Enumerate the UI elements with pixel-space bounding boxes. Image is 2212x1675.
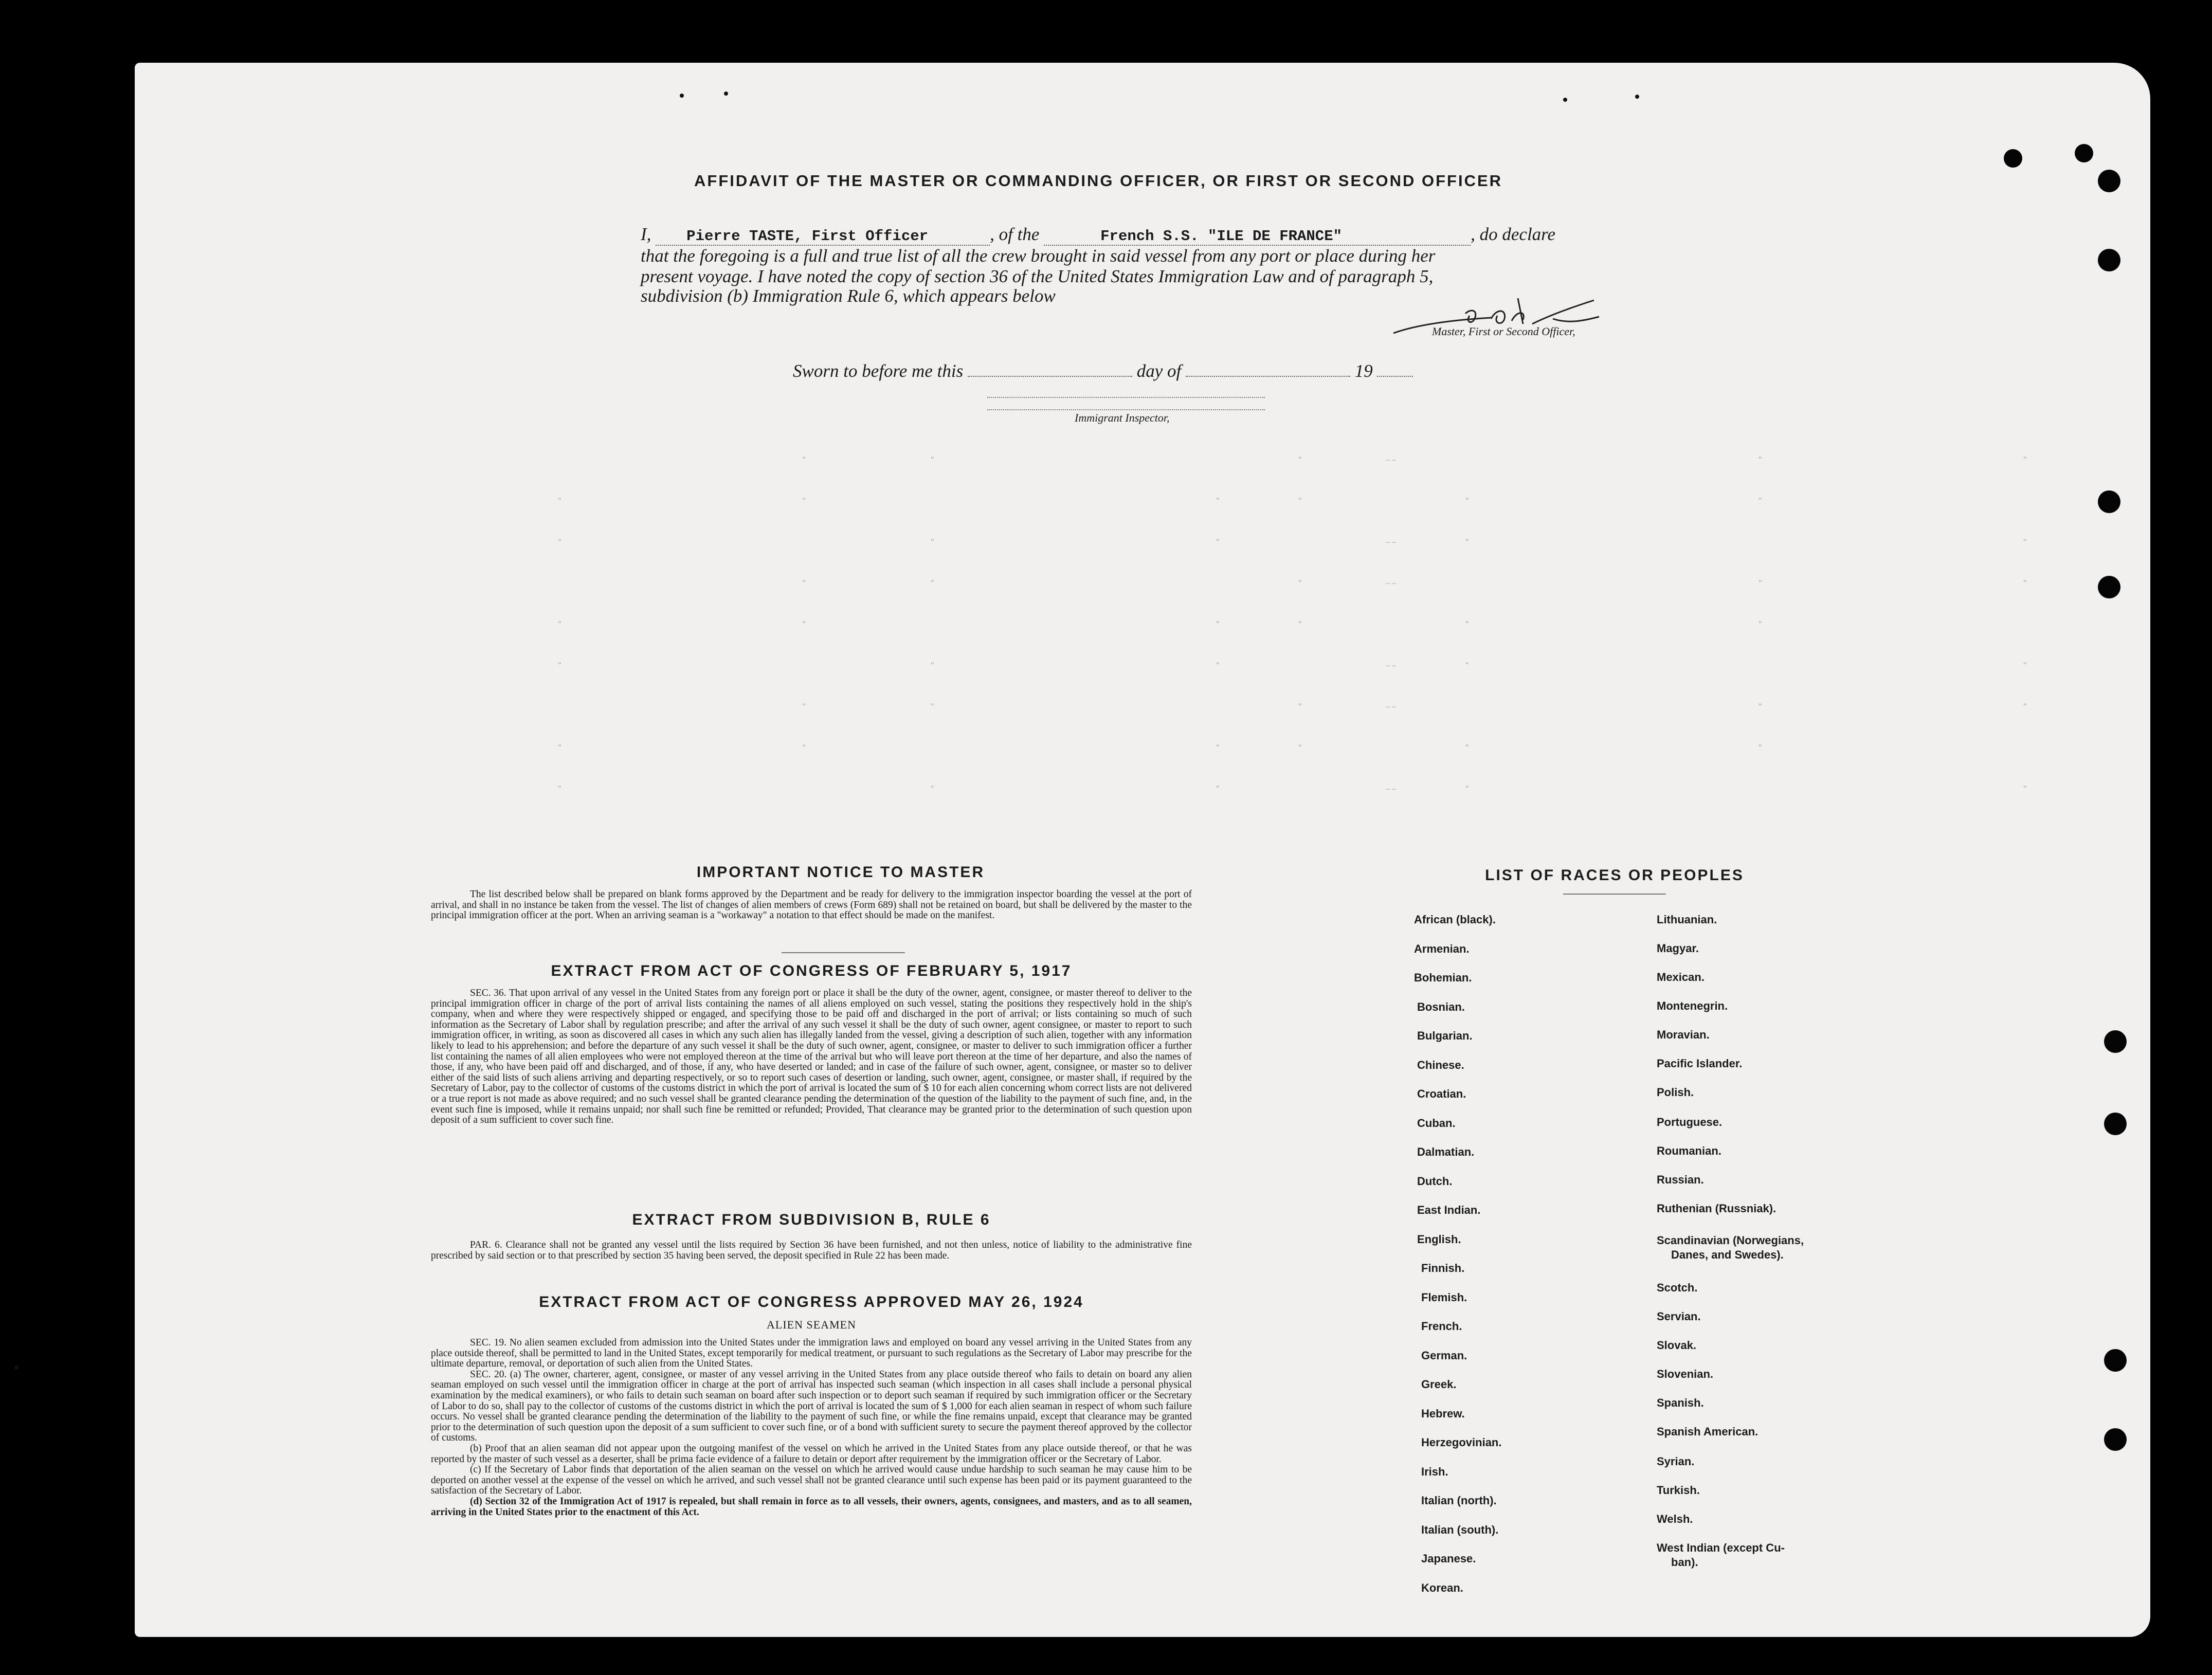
faint-mark: " <box>802 579 806 588</box>
faint-mark: " <box>1465 743 1469 752</box>
race-item: Bulgarian. <box>1417 1029 1473 1042</box>
extract-1924-paragraph: (c) If the Secretary of Labor finds that deportation of the alien seaman on the vessel on which he arrived would cause undue hardship to such seaman he may cause him to be deported on another vessel at the expense of the vessel on which he arrived, and such vessel shall not be granted clearance until such expense has been paid or its payment guaranteed to the satisfaction of the Secretary of Labor. <box>431 1464 1192 1497</box>
faint-mark: " <box>558 661 561 670</box>
faint-mark: " <box>1758 620 1762 629</box>
faint-mark: – – <box>1386 456 1396 464</box>
vessel-name: French S.S. "ILE DE FRANCE" <box>1100 228 1343 245</box>
speck <box>1635 95 1639 99</box>
race-item: Polish. <box>1657 1086 1694 1099</box>
race-item: Slovak. <box>1657 1339 1697 1352</box>
day-of-label: day of <box>1136 361 1182 381</box>
punch-hole <box>2004 149 2022 168</box>
faint-mark: " <box>1758 456 1762 464</box>
race-item: Turkish. <box>1657 1484 1700 1497</box>
extract-1924-paragraph: (b) Proof that an alien seaman did not appear upon the outgoing manifest of the vessel on which he arrived in the United States from any place outside thereof, or that he was reported by the master of such vessel as a deserter, shall be prima facie evidence of a failure to detain or deport after requirement by the immigration officer or the Secretary of Labor. <box>431 1443 1192 1465</box>
faint-mark: " <box>1465 785 1469 793</box>
faint-mark: " <box>1298 702 1302 711</box>
year-field <box>1377 376 1413 377</box>
faint-mark: " <box>1216 620 1220 629</box>
faint-mark: " <box>1465 620 1469 629</box>
race-item: Slovenian. <box>1657 1368 1714 1380</box>
race-item: Syrian. <box>1657 1455 1695 1468</box>
faint-mark: " <box>802 620 806 629</box>
race-item: Italian (south). <box>1421 1523 1499 1536</box>
faint-mark: " <box>931 538 934 547</box>
race-item: English. <box>1417 1233 1461 1246</box>
extract-1924-subtitle: ALIEN SEAMEN <box>767 1318 856 1331</box>
faint-mark: " <box>2023 579 2027 588</box>
faint-mark: " <box>1465 497 1469 505</box>
month-field <box>1186 376 1350 377</box>
affidavit-line-4: subdivision (b) Immigration Rule 6, which appears below <box>641 286 1056 306</box>
punch-hole <box>2104 1030 2127 1053</box>
extract-1917-title: EXTRACT FROM ACT OF CONGRESS OF FEBRUARY 5, 1917 <box>551 962 1072 979</box>
race-item: Bohemian. <box>1414 971 1472 984</box>
faint-mark: " <box>802 497 806 505</box>
faint-mark: " <box>1758 497 1762 505</box>
race-item: Italian (north). <box>1421 1494 1497 1507</box>
race-item: Scandinavian (Norwegians, <box>1657 1234 1804 1247</box>
race-item: Dutch. <box>1417 1175 1453 1188</box>
punch-hole <box>2098 576 2120 598</box>
faint-mark: " <box>1758 702 1762 711</box>
faint-mark: – – <box>1386 538 1396 547</box>
officer-signature <box>1383 288 1671 355</box>
race-item: German. <box>1421 1349 1467 1362</box>
faint-mark: " <box>1216 785 1220 793</box>
sworn-label: Sworn to before me this <box>793 361 964 381</box>
race-item: Finnish. <box>1421 1262 1465 1275</box>
extract-1924-paragraph: SEC. 20. (a) The owner, charterer, agent, consignee, or master of any vessel arriving in the United States from any place outside thereof who fails to detain on board any alien seaman employed on such vessel until the immigration officer in charge at the port of arrival has inspected such seaman (which inspection in all cases shall include a personal physical examination by the medical examiners), or who fails to detain such seaman on board after such inspection or to deport such seaman if required by such immigration officer or the Secretary of Labor to do so, shall pay to the collector of customs of the customs district in which the port of arrival is located the sum of $ 1,000 for each alien seaman in respect of whom such failure occurs. No vessel shall be granted clearance pending the determination of the liability to the payment of such fine, or while the fine remains unpaid, except that clearance may be granted prior to the determination of such question upon the deposit of a sum sufficient to cover such fine, or of a bond with sufficient surety to secure the payment thereof approved by the collector of customs. <box>431 1369 1192 1444</box>
faint-mark: " <box>1758 743 1762 752</box>
officer-name: Pierre TASTE, First Officer <box>686 228 929 245</box>
race-item: French. <box>1421 1320 1462 1333</box>
faint-mark: " <box>931 579 934 588</box>
race-item: Moravian. <box>1657 1028 1710 1041</box>
notice-divider <box>782 952 905 953</box>
faint-mark: " <box>558 743 561 752</box>
faint-mark: " <box>1216 743 1220 752</box>
race-item: Armenian. <box>1414 942 1470 955</box>
rule6-title: EXTRACT FROM SUBDIVISION B, RULE 6 <box>632 1211 991 1228</box>
faint-mark: " <box>802 702 806 711</box>
race-item: Russian. <box>1657 1173 1704 1186</box>
faint-mark: " <box>802 456 806 464</box>
extract-1917-body: That upon arrival of any vessel in the United States from any foreign port or place it shall be the duty of the owner, agent, consignee, or master thereof to deliver to the principal immigration officer in charge of the port of arrival lists containing the names of all aliens employed on such vessel, stating the positions they respectively hold in the ship's company, when and where they were respectively shipped or engaged, and specifying those to be paid off and discharged in the port of arrival; or lists containing so much of such information as the Secretary of Labor shall by regulation prescribe; and after the arrival of any such vessel it shall be the duty of such owner, agent consignee, or master to report to such immigration officer, in writing, as soon as discovered all cases in which any such alien has illegally landed from the vessel, giving a description of such alien, together with any information likely to lead to his apprehension; and before the departure of any such vessel it shall be the duty of such owner, agent, consignee, or master to deliver to such immigration officer a further list containing the names of all alien employees who were not employed thereon at the time of the arrival but who will leave port thereon at the time of her departure, and also the names of those, if any, who have been paid off and discharged, and of those, if any, who have deserted or landed; and in case of the failure of such owner, agent, consignee, or master so to deliver either of the said lists of such aliens arriving and departing respectively, or so to report such cases of desertion or landing, such owner, agent, consignee, or master shall, if required by the Secretary of Labor, pay to the collector of customs of the customs district in which the port of arrival is located the sum of $ 10 for each alien concerning whom correct lists are not delivered or a true report is not made as above required; and no such vessel shall be granted clearance pending the determination of the question of the liability to the payment of such fine, and, in the event such fine is imposed, while it remains unpaid; nor shall such fine be remitted or refunded; Provided, That clearance may be granted prior to the determination of such question upon deposit of a sum sufficient to cover such fine. <box>431 988 1192 1126</box>
race-item: Hebrew. <box>1421 1407 1465 1420</box>
faint-mark: " <box>1298 497 1302 505</box>
extract-1924-body <box>431 1338 1192 1518</box>
races-left-column <box>1414 913 1620 1594</box>
day-field <box>968 376 1132 377</box>
inspector-line <box>987 397 1265 398</box>
affidavit-title: AFFIDAVIT OF THE MASTER OR COMMANDING OFFICER, OR FIRST OR SECOND OFFICER <box>694 172 1503 190</box>
punch-hole <box>2098 249 2120 271</box>
race-item: Chinese. <box>1417 1059 1464 1071</box>
race-item: Cuban. <box>1417 1117 1456 1130</box>
race-item: Pacific Islander. <box>1657 1057 1743 1070</box>
faint-mark: " <box>1216 661 1220 670</box>
race-item: Roumanian. <box>1657 1144 1721 1157</box>
punch-hole <box>2098 170 2120 192</box>
i-label: I, <box>641 224 651 244</box>
do-declare-label: , do declare <box>1471 224 1556 244</box>
faint-mark: – – <box>1386 661 1396 670</box>
race-item: Welsh. <box>1657 1513 1693 1525</box>
race-item: Irish. <box>1421 1465 1448 1478</box>
signature-caption: Master, First or Second Officer, <box>1432 325 1575 338</box>
notice-title: IMPORTANT NOTICE TO MASTER <box>696 864 985 881</box>
race-item: Flemish. <box>1421 1291 1467 1304</box>
faint-mark: " <box>931 785 934 793</box>
race-item: Scotch. <box>1657 1281 1698 1294</box>
year-label: 19 <box>1354 361 1373 381</box>
race-item: Bosnian. <box>1417 1000 1465 1013</box>
faint-mark: " <box>558 785 561 793</box>
race-item: Magyar. <box>1657 942 1699 955</box>
races-right-column <box>1657 913 1873 1581</box>
faint-mark: " <box>558 620 561 629</box>
race-item: Herzegovinian. <box>1421 1436 1502 1449</box>
inspector-caption: Immigrant Inspector, <box>1075 411 1170 424</box>
race-item: Montenegrin. <box>1657 999 1728 1012</box>
race-item: East Indian. <box>1417 1204 1481 1216</box>
faint-mark: " <box>2023 538 2027 547</box>
extract-1924-paragraph: (d) Section 32 of the Immigration Act of 1917 is repealed, but shall remain in force as to all vessels, their owners, agents, consignees, and masters, and as to all seamen, arriving in the United States prior to the enactment of this Act. <box>431 1496 1192 1518</box>
faint-mark: " <box>1298 456 1302 464</box>
faint-mark: " <box>1216 497 1220 505</box>
race-item: Mexican. <box>1657 971 1705 984</box>
faint-mark: – – <box>1386 785 1396 793</box>
faint-mark: " <box>802 743 806 752</box>
affidavit-line-2: that the foregoing is a full and true list of all the crew brought in said vessel from any port or place during her <box>641 246 1436 266</box>
sworn-line <box>793 361 1413 381</box>
punch-hole <box>2104 1428 2127 1451</box>
extract-1924-paragraph: SEC. 19. No alien seamen excluded from admission into the United States under the immigration laws and employed on board any vessel arriving in the United States from any place outside thereof, shall be permitted to land in the United States, except temporarily for medical treatment, or pursuant to such regulations as the Secretary of Labor may prescribe for the ultimate departure, removal, or deportation of such alien from the United States. <box>431 1337 1192 1370</box>
race-item: African (black). <box>1414 913 1496 926</box>
faint-mark: " <box>558 538 561 547</box>
extract-1924-title: EXTRACT FROM ACT OF CONGRESS APPROVED MAY 26, 1924 <box>539 1294 1084 1310</box>
faint-mark: " <box>2023 785 2027 793</box>
faint-mark: " <box>1465 538 1469 547</box>
vessel-field <box>1044 224 1471 246</box>
race-item: Spanish American. <box>1657 1425 1758 1438</box>
faint-mark: " <box>931 661 934 670</box>
race-item: Lithuanian. <box>1657 913 1717 926</box>
race-item: Croatian. <box>1417 1087 1466 1100</box>
of-the-label: , of the <box>990 224 1040 244</box>
punch-hole <box>2104 1349 2127 1372</box>
race-item: West Indian (except Cu- <box>1657 1541 1785 1554</box>
faint-mark: " <box>931 702 934 711</box>
faint-mark: " <box>558 497 561 505</box>
speck <box>14 1366 19 1370</box>
punch-hole <box>2098 490 2120 513</box>
speck <box>1563 98 1567 102</box>
race-item: Japanese. <box>1421 1552 1476 1565</box>
faint-mark: – – <box>1386 702 1396 711</box>
officer-name-field <box>656 224 990 246</box>
extract-1917-text <box>431 988 1192 1126</box>
faint-mark: – – <box>1386 579 1396 588</box>
faint-mark: " <box>931 456 934 464</box>
inspector-label <box>987 409 1265 425</box>
race-item: Greek. <box>1421 1378 1457 1391</box>
punch-hole <box>2104 1113 2127 1135</box>
races-title: LIST OF RACES OR PEOPLES <box>1485 867 1744 884</box>
punch-hole <box>2075 144 2093 162</box>
races-divider <box>1563 894 1666 895</box>
race-item: Portuguese. <box>1657 1116 1723 1128</box>
race-item: ban). <box>1671 1556 1698 1569</box>
faint-mark: " <box>1758 579 1762 588</box>
faint-mark: " <box>1465 661 1469 670</box>
faint-mark: " <box>2023 661 2027 670</box>
affidavit-line-3: present voyage. I have noted the copy of section 36 of the United States Immigration Law and of paragraph 5, <box>641 266 1434 286</box>
race-item: Danes, and Swedes). <box>1671 1248 1784 1261</box>
speck <box>724 92 728 96</box>
extract-1917-sec: SEC. 36. <box>470 988 506 998</box>
race-item: Spanish. <box>1657 1396 1704 1409</box>
faint-mark: " <box>1298 579 1302 588</box>
faint-mark: " <box>1298 620 1302 629</box>
notice-text: The list described below shall be prepared on blank forms approved by the Department and be ready for delivery to the immigration inspector boarding the vessel at the port of arrival, and shall in no instance be taken from the vessel. The list of changes of alien members of crews (Form 689) shall not be retained on board, but shall be delivered by the master to the principal immigration officer at the port. When an arriving seaman is a "workaway" a notation to that effect should be made on the manifest. <box>431 889 1192 921</box>
race-item: Dalmatian. <box>1417 1145 1475 1158</box>
race-item: Servian. <box>1657 1310 1701 1323</box>
faint-mark: " <box>1216 538 1220 547</box>
race-item: Ruthenian (Russniak). <box>1657 1202 1776 1215</box>
rule6-text: PAR. 6. Clearance shall not be granted any vessel until the lists required by Section 36 have been furnished, and not then unless, notice of liability to the administrative fine prescribed by said section or to that prescribed by section 35 having been served, the deposit specified in Rule 22 has been made. <box>431 1240 1192 1261</box>
faint-mark: " <box>1298 743 1302 752</box>
faint-mark: " <box>2023 702 2027 711</box>
faint-mark: " <box>2023 456 2027 464</box>
speck <box>680 94 684 98</box>
affidavit-line-1 <box>641 224 1555 246</box>
race-item: Korean. <box>1421 1581 1463 1594</box>
